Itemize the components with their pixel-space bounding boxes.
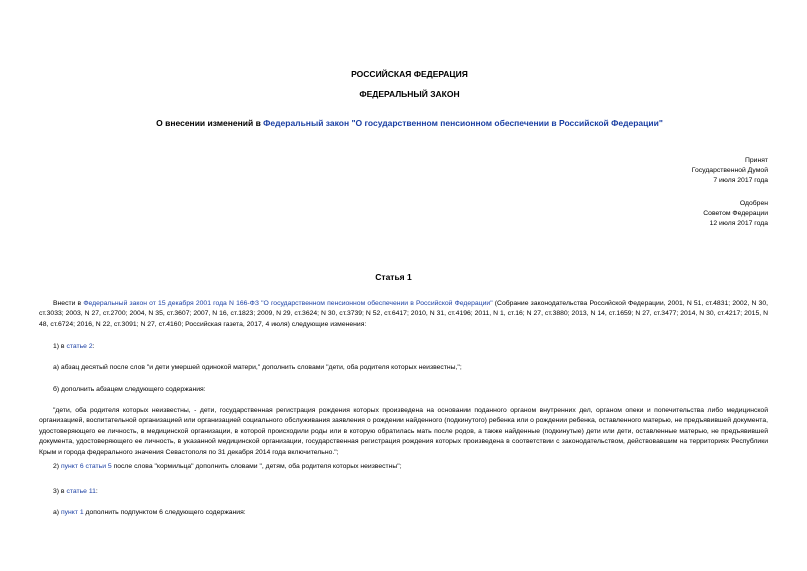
- item-1a: а) абзац десятый после слов "и дети умершей одинокой матери," дополнить словами "дети, оба родителя которых неизвестны,";: [53, 364, 462, 371]
- intro-rest: (Собрание законодательства Российской Федерации, 2001, N 51, ст.4831; 2002, N 30, ст.3033; 2003, N 27, ст.2700; 2004, N 35, ст.3607; 2007, N 16, ст.1823; 2009, N 29, ст.3624; N 30, ст.3739; N 52, ст.6417; 2010, N 31, ст.4196; 2011, N 1, ст.16; N 27, ст.3880; 2013, N 14, ст.1659; N 27, ст.3477; 2014, N 30, ст.4217; 2015, N 48, ст.6724; 2016, N 22, ст.3091; N 27, ст.4160; Российская газета, 2017, 4 июля) следующие изменения:: [39, 300, 769, 328]
- item-1-prefix: 1) в: [53, 343, 67, 350]
- item-3-prefix: 3) в: [53, 488, 67, 495]
- accepted-date: 7 июля 2017 года: [713, 177, 768, 185]
- item-2-prefix: 2): [53, 463, 61, 470]
- item-1b: б) дополнить абзацем следующего содержания:: [53, 386, 206, 393]
- approved-block: [703, 199, 768, 230]
- approved-date: 12 июля 2017 года: [709, 220, 768, 228]
- item-1b-text: "дети, оба родителя которых неизвестны, - дети, государственная регистрация рождения которых произведена на основании поданного органом внутренних дел, органом опеки и попечительства либо медицинской организацией, воспитательной организацией или организацией социального обслуживания заявления о рождении найденного (подкинутого) ребенка или о рождении ребенка, оставленного матерью, не предъявившей документа, удостоверяющего ее личность, в медицинской организации, в которой происходили роды или в которую обратилась мать после родов, а также найденные (подкинутые) дети или дети, оставленные матерью, не предъявившей документа, удостоверяющего ее личность, в указанной медицинской организации, государственная регистрация рождения которых произведена в соответствии с законодательством, действовавшим на территориях Республики Крым и города федерального значения Севастополя по 31 декабря 2014 года включительно.";: [39, 407, 768, 456]
- law-title: [6, 118, 807, 128]
- item-3a: [39, 508, 768, 518]
- accepted-label: Принят: [744, 157, 768, 164]
- approved-label: Одобрен: [739, 200, 768, 207]
- item-3a-rest: дополнить подпунктом 6 следующего содержания:: [83, 509, 246, 516]
- item-3a-prefix: а): [53, 509, 61, 516]
- law-title-prefix: О внесении изменений в: [156, 118, 264, 128]
- intro-prefix: Внести в: [53, 300, 84, 307]
- item-1: [39, 342, 768, 352]
- country-heading: РОССИЙСКАЯ ФЕДЕРАЦИЯ: [351, 69, 468, 79]
- doc-type-heading: ФЕДЕРАЛЬНЫЙ ЗАКОН: [359, 89, 460, 99]
- law-title-link[interactable]: Федеральный закон "О государственном пенсионном обеспечении в Российской Федерации": [263, 118, 663, 128]
- item-2-rest: после слова "кормильца" дополнить словами ", детям, оба родителя которых неизвестны";: [111, 463, 402, 470]
- item-2-link[interactable]: пункт 6 статьи 5: [60, 463, 112, 470]
- item-3a-link[interactable]: пункт 1: [60, 509, 84, 516]
- item-1-link[interactable]: статье 2: [66, 343, 93, 350]
- item-3-link[interactable]: статье 11: [66, 488, 96, 495]
- accepted-by: Государственной Думой: [691, 167, 768, 175]
- accepted-block: [692, 156, 768, 187]
- item-3-suffix: :: [95, 488, 98, 495]
- article-intro: [39, 299, 768, 330]
- approved-by: Советом Федерации: [703, 210, 768, 218]
- item-2: [39, 462, 768, 472]
- item-3: [39, 487, 768, 497]
- intro-law-link[interactable]: Федеральный закон от 15 декабря 2001 года N 166-ФЗ "О государственном пенсионном обеспечении в Российской Федерации": [83, 300, 493, 307]
- item-1-suffix: :: [92, 343, 95, 350]
- article-heading: Статья 1: [375, 272, 412, 282]
